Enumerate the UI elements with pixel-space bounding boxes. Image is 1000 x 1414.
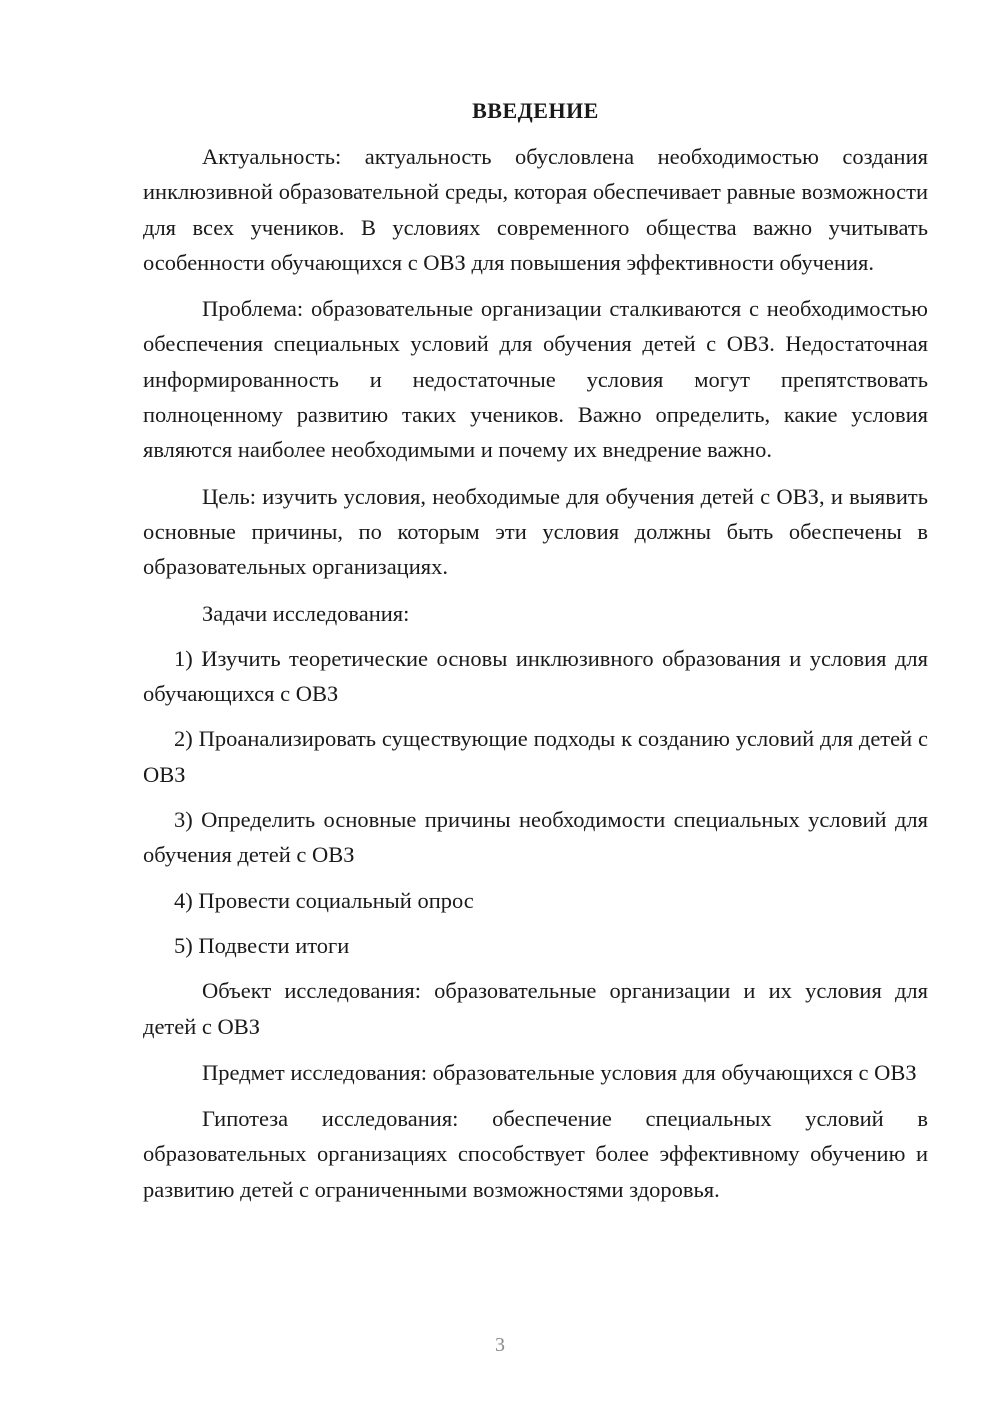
relevance-paragraph: Актуальность: актуальность обусловлена необходимостью создания инклюзивной образовательной среды, которая обеспечивает равные возможности для всех учеников. В условиях современного общества важно учитывать особенности обучающихся с ОВЗ для повышения эффективности обучения.	[143, 144, 928, 275]
task-item: 1) Изучить теоретические основы инклюзивного образования и условия для обучающихся с ОВЗ	[143, 645, 928, 707]
goal-paragraph: Цель: изучить условия, необходимые для обучения детей с ОВЗ, и выявить основные причины, по которым эти условия должны быть обеспечены в образовательных организациях.	[143, 483, 928, 580]
task-item: 2) Проанализировать существующие подходы к созданию условий для детей с ОВЗ	[143, 726, 928, 787]
problem-paragraph: Проблема: образовательные организации сталкиваются с необходимостью обеспечения специальных условий для обучения детей с ОВЗ. Недостаточная информированность и недостаточные условия могут препятствовать полноценному развитию таких учеников. Важно определить, какие условия являются наиболее необходимыми и почему их внедрение важно.	[143, 296, 928, 463]
task-item: 5) Подвести итоги	[174, 932, 350, 958]
subject-paragraph: Предмет исследования: образовательные условия для обучающихся с ОВЗ	[202, 1059, 917, 1085]
page-number: 3	[495, 1334, 505, 1356]
task-item: 3) Определить основные причины необходимости специальных условий для обучения детей с ОВЗ	[143, 807, 928, 868]
document-page	[143, 96, 928, 1218]
task-item: 4) Провести социальный опрос	[174, 887, 474, 913]
tasks-heading: Задачи исследования:	[202, 600, 410, 626]
hypothesis-paragraph: Гипотеза исследования: обеспечение специальных условий в образовательных организациях способствует более эффективному обучению и развитию детей с ограниченными возможностями здоровья.	[143, 1106, 928, 1202]
object-paragraph: Объект исследования: образовательные организации и их условия для детей с ОВЗ	[143, 978, 928, 1039]
section-title: ВВЕДЕНИЕ	[472, 98, 599, 123]
